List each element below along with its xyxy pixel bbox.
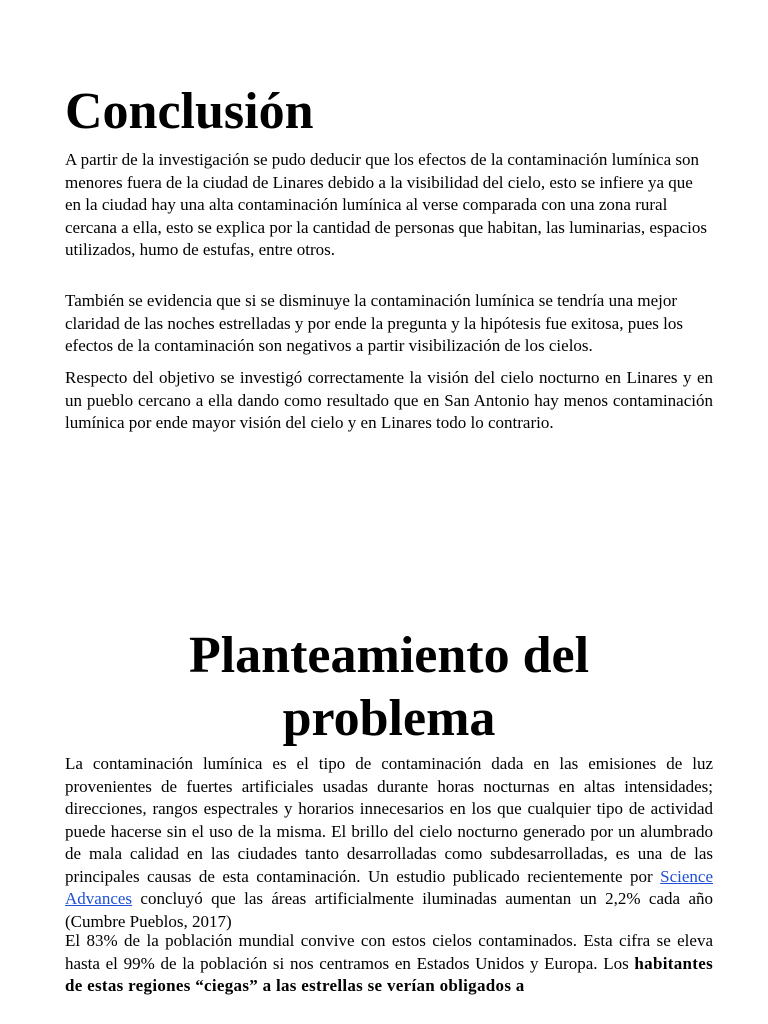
conclusion-paragraph-1: A partir de la investigación se pudo deducir que los efectos de la contaminación lumínica son menores fuera de la ciudad de Linares debido a la visibilidad del cielo, esto se infiere ya que en la ciudad hay una alta contaminación lumínica al verse comparada con una zona rural cercana a ella, esto se explica por la cantidad de personas que habitan, las luminarias, espacios utilizados, humo de estufas, entre otros.: [65, 150, 707, 259]
problem-paragraph-1-text-b: concluyó que las áreas artificialmente iluminadas aumentan un 2,2% cada año (Cumbre Pueblos, 2017): [65, 889, 713, 931]
conclusion-paragraph-3: Respecto del objetivo se investigó correctamente la visión del cielo nocturno en Linares y en un pueblo cercano a ella dando como resultado que en San Antonio hay menos contaminación lumínica por ende mayor visión del cielo y en Linares todo lo contrario.: [65, 368, 713, 432]
problem-heading-line-1: Planteamiento del: [188, 627, 590, 684]
problem-paragraph-2: [65, 930, 713, 998]
problem-paragraph-1: [65, 753, 713, 933]
conclusion-paragraph-2: También se evidencia que si se disminuye la contaminación lumínica se tendría una mejor claridad de las noches estrelladas y por ende la pregunta y la hipótesis fue exitosa, pues los efectos de la contaminación son negativos a partir visibilización de los cielos.: [65, 291, 683, 355]
science-advances-link[interactable]: Science Advances: [65, 866, 713, 908]
problem-heading: [65, 624, 713, 750]
conclusion-heading: Conclusión: [65, 83, 314, 140]
problem-paragraph-2-text: El 83% de la población mundial convive con estos cielos contaminados. Esta cifra se eleva hasta el 99% de la población si nos centramos en Estados Unidos y Europa. Los: [65, 931, 713, 973]
problem-paragraph-2-bold-line: habitantes de estas regiones “ciegas” a las estrellas se verían obligados a: [65, 953, 713, 995]
problem-paragraph-1-text-a: La contaminación lumínica es el tipo de contaminación dada en las emisiones de luz provenientes de fuertes artificiales usadas durante horas nocturnas en altas intensidades; direcciones, rangos espectrales y horarios innecesarios en los que cualquier tipo de actividad puede hacerse sin el uso de la misma. El brillo del cielo nocturno generado por un alumbrado de mala calidad en las ciudades tanto desarrolladas como subdesarrolladas, es una de las principales causas de esta contaminación. Un estudio publicado recientemente por: [65, 754, 713, 886]
problem-heading-line-2: problema: [282, 690, 496, 747]
